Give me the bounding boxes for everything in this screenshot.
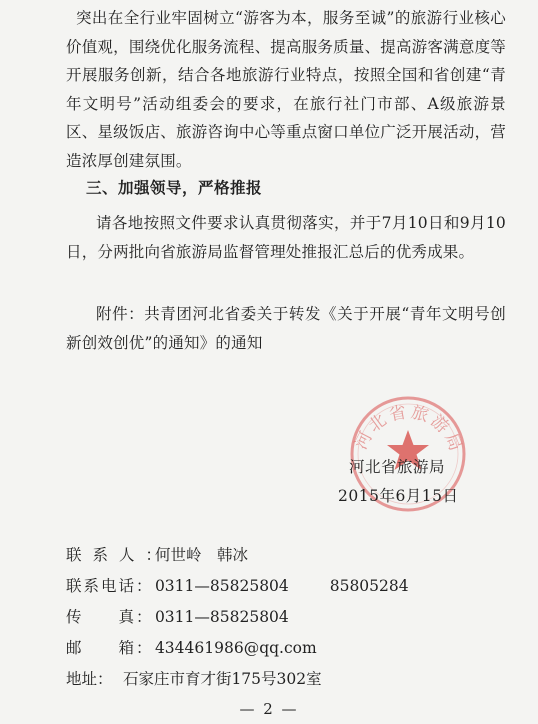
- contact-address-value: 石家庄市育才街175号302室: [122, 670, 322, 688]
- issuer-name: 河北省旅游局: [349, 458, 446, 476]
- body-paragraph: 突出在全行业牢固树立“游客为本，服务至诚”的旅游行业核心价值观，围绕优化服务流程、提高服务质量、提高游客满意度等开展服务创新，结合各地旅游行业特点，按照全国和省创建“青年文明号”活动组委会的要求，在旅行社门市部、A级旅游景区、星级饭店、旅游咨询中心等重点窗口单位广泛开展活动，营造浓厚创建氛围。: [66, 9, 506, 170]
- contact-phone-label: 联系电话：: [66, 577, 154, 595]
- contact-address-label: 地址：: [66, 670, 113, 688]
- contact-email-value[interactable]: 434461986@qq.com: [154, 639, 317, 657]
- contact-email-label: 邮 箱：: [66, 639, 154, 657]
- contact-fax-row: [66, 602, 409, 633]
- contact-phone-value-2: 85805284: [329, 577, 409, 595]
- issue-date: 2015年6月15日: [338, 487, 459, 505]
- contact-person-value: 何世岭 韩冰: [154, 546, 248, 564]
- section-heading: 三、加强领导，严格推报: [86, 179, 263, 197]
- contact-phone-value: 0311—85825804: [154, 577, 289, 595]
- contact-fax-value: 0311—85825804: [154, 608, 289, 626]
- contact-person-row: [66, 540, 409, 571]
- contact-address-row: [66, 664, 409, 695]
- page-number: — 2 —: [239, 700, 299, 718]
- contact-person-label: 联系人：: [66, 546, 173, 564]
- contact-fax-label: 传 真：: [66, 608, 154, 626]
- body-paragraph: 请各地按照文件要求认真贯彻落实，并于7月10日和9月10日，分两批向省旅游局监督管理处推报汇总后的优秀成果。: [66, 214, 506, 261]
- contact-email-row: [66, 633, 409, 664]
- svg-text:河北省旅游局: 河北省旅游局: [351, 402, 467, 457]
- contact-block: [66, 540, 409, 695]
- attachment-note: 附件：共青团河北省委关于转发《关于开展“青年文明号创新创效创优”的通知》的通知: [66, 305, 506, 352]
- contact-phone-row: [66, 571, 409, 602]
